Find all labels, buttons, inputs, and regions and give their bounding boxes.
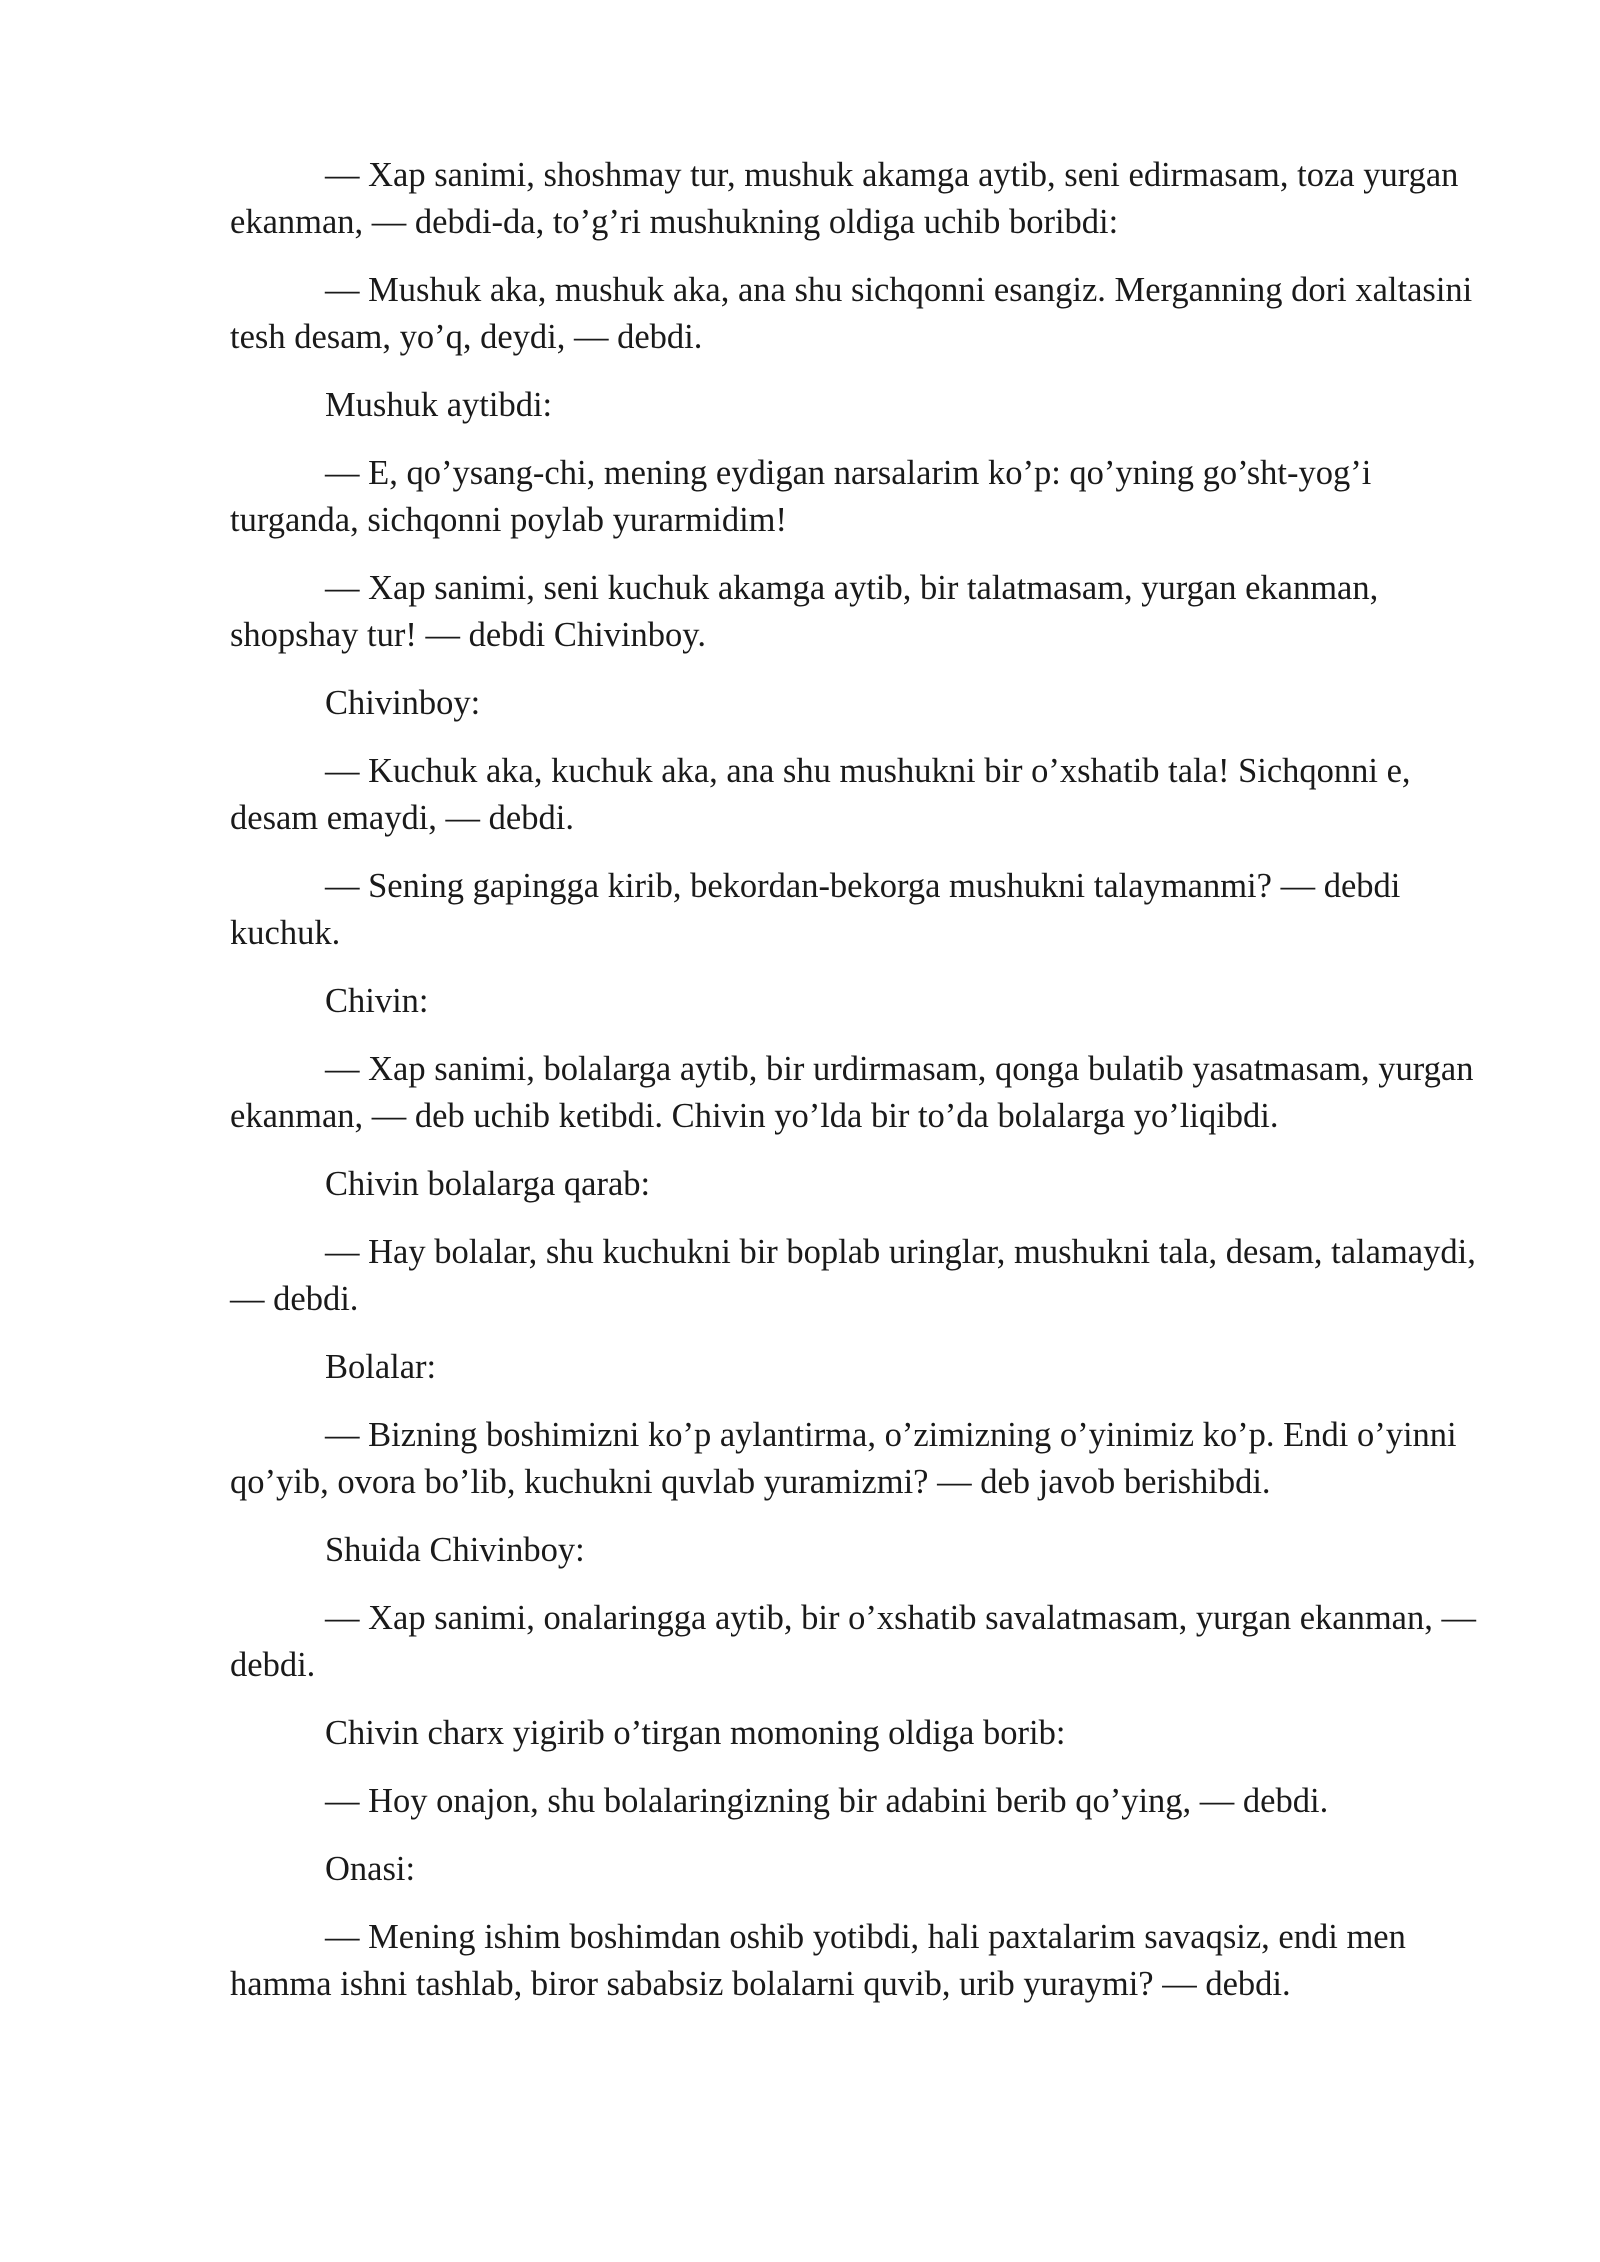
paragraph: Shuida Chivinboy: [325,1531,585,1569]
document-page [230,152,1500,2029]
paragraph: Chivin: [325,982,429,1020]
paragraph: — Hay bolalar, shu kuchukni bir boplab uringlar, mushukni tala, desam, talamaydi, — debdi. [230,1233,1476,1318]
paragraph: — Kuchuk aka, kuchuk aka, ana shu mushukni bir o’xshatib tala! Sichqonni e, desam emaydi, — debdi. [230,752,1411,837]
paragraph: — Mushuk aka, mushuk aka, ana shu sichqonni esangiz. Merganning dori xaltasini tesh desam, yo’q, deydi, — debdi. [230,271,1473,356]
paragraph: — Sening gapingga kirib, bekordan-bekorga mushukni talaymanmi? — debdi kuchuk. [230,867,1401,952]
paragraph: Chivinboy: [325,684,481,722]
paragraph: Chivin charx yigirib o’tirgan momoning oldiga borib: [325,1714,1066,1752]
paragraph: Onasi: [325,1850,416,1888]
paragraph: Chivin bolalarga qarab: [325,1165,651,1203]
paragraph: — Xap sanimi, bolalarga aytib, bir urdirmasam, qonga bulatib yasatmasam, yurgan ekanman, — deb uchib ketibdi. Chivin yo’lda bir to’da bolalarga yo’liqibdi. [230,1050,1474,1135]
paragraph: Bolalar: [325,1348,437,1386]
paragraph: — Bizning boshimizni ko’p aylantirma, o’zimizning o’yinimiz ko’p. Endi o’yinni qo’yib, ovora bo’lib, kuchukni quvlab yuramizmi? — deb javob berishibdi. [230,1416,1457,1501]
paragraph: — Xap sanimi, seni kuchuk akamga aytib, bir talatmasam, yurgan ekanman, shopshay tur! — debdi Chivinboy. [230,569,1379,654]
paragraph: — Xap sanimi, shoshmay tur, mushuk akamga aytib, seni edirmasam, toza yurgan ekanman, — debdi-da, to’g’ri mushukning oldiga uchib boribdi: [230,156,1459,241]
paragraph: — Xap sanimi, onalaringga aytib, bir o’xshatib savalatmasam, yurgan ekanman, — debdi. [230,1599,1476,1684]
paragraph: — E, qo’ysang-chi, mening eydigan narsalarim ko’p: qo’yning go’sht-yog’i turganda, sichqonni poylab yurarmidim! [230,454,1372,539]
paragraph: — Hoy onajon, shu bolalaringizning bir adabini berib qo’ying, — debdi. [325,1782,1329,1820]
paragraph: Mushuk aytibdi: [325,386,553,424]
paragraph: — Mening ishim boshimdan oshib yotibdi, hali paxtalarim savaqsiz, endi men hamma ishni tashlab, biror sababsiz bolalarni quvib, urib yuraymi? — debdi. [230,1918,1406,2003]
